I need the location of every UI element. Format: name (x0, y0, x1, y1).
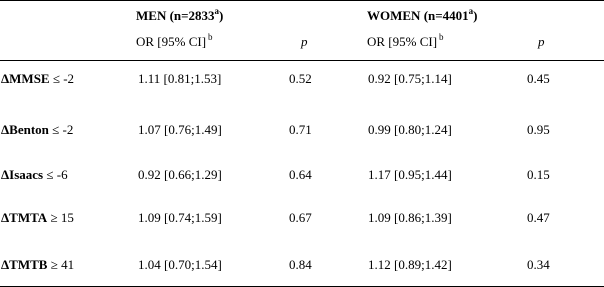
women-p-cell: 0.15 (527, 167, 550, 182)
men-p-cell: 0.67 (289, 210, 312, 225)
women-p-cell: 0.34 (527, 257, 550, 272)
men-p-header: p (301, 34, 308, 49)
row-label: ΔBenton ≤ -2 (1, 122, 74, 137)
row-label: ΔIsaacs ≤ -6 (1, 167, 68, 182)
women-p-header: p (538, 34, 545, 49)
women-or-cell: 0.92 [0.75;1.14] (368, 71, 452, 86)
men-or-header: OR [95% CI] $^b$ (136, 31, 213, 49)
row-label: ΔMMSE ≤ -2 (1, 71, 75, 86)
table-header-rule (0, 60, 604, 61)
row-label: ΔTMTB ≥ 41 (1, 257, 75, 272)
men-or-cell: 0.92 [0.66;1.29] (138, 167, 222, 182)
men-p-cell: 0.52 (289, 71, 312, 86)
women-or-cell: 1.09 [0.86;1.39] (368, 210, 452, 225)
men-or-cell: 1.07 [0.76;1.49] (138, 122, 222, 137)
men-or-cell: 1.11 [0.81;1.53] (138, 71, 222, 86)
men-or-cell: 1.04 [0.70;1.54] (138, 257, 222, 272)
women-p-cell: 0.95 (527, 122, 550, 137)
women-p-cell: 0.47 (527, 210, 550, 225)
men-p-cell: 0.64 (289, 167, 312, 182)
women-or-header: OR [95% CI] $^b$ (367, 31, 444, 49)
women-or-cell: 0.99 [0.80;1.24] (368, 122, 452, 137)
row-label: ΔTMTA ≥ 15 (1, 210, 74, 225)
men-p-cell: 0.84 (289, 257, 312, 272)
women-or-cell: 1.17 [0.95;1.44] (368, 167, 452, 182)
men-group-header: MEN $(n=2833^a)$ (136, 5, 224, 23)
women-p-cell: 0.45 (527, 71, 550, 86)
women-group-header: WOMEN $(n=4401^a)$ (367, 5, 478, 23)
men-p-cell: 0.71 (289, 122, 312, 137)
women-or-cell: 1.12 [0.89;1.42] (368, 257, 452, 272)
men-or-cell: 1.09 [0.74;1.59] (138, 210, 222, 225)
table-top-rule (0, 0, 604, 1)
